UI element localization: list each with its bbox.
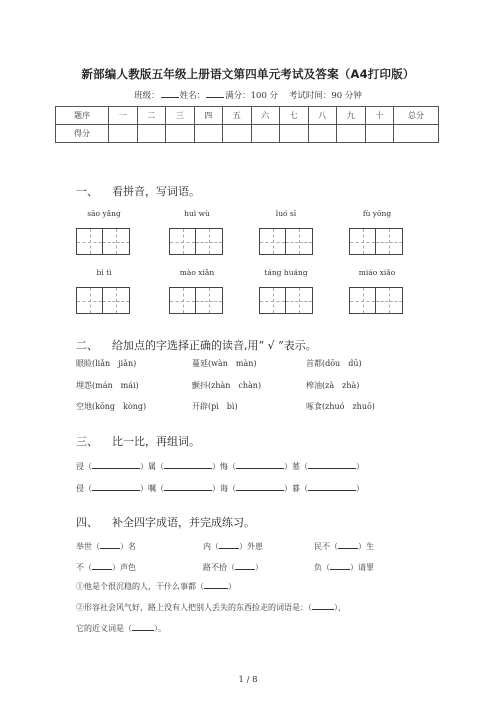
table-cell: 九 xyxy=(337,107,366,125)
pinyin-label: miáo xiǎo xyxy=(358,268,396,277)
answer-blank[interactable] xyxy=(308,460,356,469)
page-number: 1 / 8 xyxy=(238,675,258,685)
idiom-text: ）请罪 xyxy=(350,563,374,572)
compare-char: ）诲（ xyxy=(212,484,236,493)
answer-blank[interactable] xyxy=(132,622,154,631)
section-number: 三、 xyxy=(76,435,98,448)
score-table-header-row xyxy=(56,107,439,125)
compare-row xyxy=(76,482,364,494)
tianzige-cell[interactable] xyxy=(376,228,403,255)
exam-info xyxy=(0,89,496,101)
pinyin-label: mào xiǎn xyxy=(179,268,215,277)
idiom-text: 内（ xyxy=(203,542,219,551)
answer-blank[interactable] xyxy=(164,482,212,491)
compare-char: ）暮（ xyxy=(284,484,308,493)
time-label: 考试时间：90 分钟 xyxy=(288,91,362,101)
section-2-heading xyxy=(76,337,317,353)
tianzige-cell[interactable] xyxy=(196,287,223,314)
idiom-item xyxy=(76,540,136,552)
pronunciation-item[interactable]: 眼睑(liǎn jiǎn) xyxy=(76,359,137,368)
answer-blank[interactable] xyxy=(100,540,120,549)
score-cell[interactable] xyxy=(223,125,252,143)
question-1 xyxy=(76,580,236,592)
score-cell[interactable] xyxy=(109,125,138,143)
idiom-text: ）声色 xyxy=(112,563,136,572)
compare-char: ） xyxy=(356,484,364,493)
compare-char: ）悔（ xyxy=(212,462,236,471)
name-label: 姓名： xyxy=(179,91,206,101)
tianzige-cell[interactable] xyxy=(376,287,403,314)
table-cell: 二 xyxy=(137,107,166,125)
answer-blank[interactable] xyxy=(204,580,228,589)
writing-boxes[interactable] xyxy=(169,228,223,256)
tianzige-cell[interactable] xyxy=(169,287,196,314)
tianzige-cell[interactable] xyxy=(103,287,130,314)
idiom-text: 路不拾（ xyxy=(203,563,235,572)
answer-blank[interactable] xyxy=(236,482,284,491)
table-cell: 三 xyxy=(166,107,195,125)
table-cell: 十 xyxy=(365,107,394,125)
tianzige-cell[interactable] xyxy=(76,287,103,314)
idiom-item xyxy=(76,561,136,573)
pronunciation-item[interactable]: 啄食(zhuó zhuō) xyxy=(306,402,375,411)
idiom-text: ）名 xyxy=(120,542,136,551)
score-table xyxy=(55,106,439,143)
score-table-score-row xyxy=(56,125,439,143)
table-cell: 八 xyxy=(308,107,337,125)
answer-blank[interactable] xyxy=(219,540,239,549)
section-1-heading xyxy=(76,183,200,199)
question-text: ①他是个很沉稳的人，干什么事都（ xyxy=(76,582,204,591)
writing-boxes[interactable] xyxy=(259,287,313,315)
writing-boxes[interactable] xyxy=(349,228,403,256)
writing-boxes[interactable] xyxy=(76,228,130,256)
idiom-text: 不（ xyxy=(76,563,92,572)
table-cell: 七 xyxy=(280,107,309,125)
class-label: 班级： xyxy=(134,91,160,101)
pinyin-label: táng huáng xyxy=(264,268,308,277)
score-cell[interactable] xyxy=(394,125,439,143)
score-cell[interactable] xyxy=(137,125,166,143)
idiom-item xyxy=(203,561,263,573)
answer-blank[interactable] xyxy=(235,561,255,570)
compare-char: 侵（ xyxy=(76,484,92,493)
pronunciation-item[interactable]: 榨油(zà zhà) xyxy=(306,381,360,390)
pronunciation-item[interactable]: 开辟(pì bì) xyxy=(192,402,238,411)
answer-blank[interactable] xyxy=(338,540,358,549)
compare-char: 浸（ xyxy=(76,462,92,471)
idiom-text: 民不（ xyxy=(314,542,338,551)
name-blank xyxy=(206,89,224,98)
pinyin-label: huì wù xyxy=(184,209,210,218)
table-cell: 六 xyxy=(251,107,280,125)
pronunciation-item[interactable]: 首都(dōu dū) xyxy=(306,359,362,368)
section-number: 二、 xyxy=(76,339,98,352)
tianzige-cell[interactable] xyxy=(103,228,130,255)
tianzige-cell[interactable] xyxy=(286,228,313,255)
section-title: 比一比，再组词。 xyxy=(112,435,200,448)
score-cell[interactable] xyxy=(365,125,394,143)
page-title: 新部编人教版五年级上册语文第四单元考试及答案（A4打印版） xyxy=(81,67,415,81)
idiom-text: ）外患 xyxy=(239,542,263,551)
answer-blank[interactable] xyxy=(92,561,112,570)
section-title: 补全四字成语，并完成练习。 xyxy=(112,516,255,529)
writing-boxes[interactable] xyxy=(259,228,313,256)
table-cell: 得分 xyxy=(56,125,109,143)
table-cell: 四 xyxy=(194,107,223,125)
tianzige-cell[interactable] xyxy=(286,287,313,314)
tianzige-cell[interactable] xyxy=(169,228,196,255)
tianzige-cell[interactable] xyxy=(259,228,286,255)
tianzige-cell[interactable] xyxy=(196,228,223,255)
pronunciation-item[interactable]: 蔓延(wàn màn) xyxy=(192,359,257,368)
pinyin-label: bì tì xyxy=(96,268,112,277)
idiom-item xyxy=(314,561,374,573)
answer-blank[interactable] xyxy=(312,601,334,610)
question-text: ） xyxy=(228,582,236,591)
tianzige-cell[interactable] xyxy=(76,228,103,255)
score-cell[interactable] xyxy=(166,125,195,143)
writing-boxes[interactable] xyxy=(349,287,403,315)
pronunciation-item[interactable]: 空地(kōng kòng) xyxy=(76,402,147,411)
compare-char: ）属（ xyxy=(140,462,164,471)
pronunciation-item[interactable]: 埋怨(mán mái) xyxy=(76,381,139,390)
answer-blank[interactable] xyxy=(330,561,350,570)
compare-char: ）嘱（ xyxy=(140,484,164,493)
question-2 xyxy=(76,601,346,613)
score-cell[interactable] xyxy=(194,125,223,143)
score-cell[interactable] xyxy=(280,125,309,143)
score-cell[interactable] xyxy=(251,125,280,143)
compare-char: ） xyxy=(356,462,364,471)
idiom-text: 举世（ xyxy=(76,542,100,551)
answer-blank[interactable] xyxy=(92,460,140,469)
score-label: 满分：100 分 xyxy=(225,91,279,101)
idiom-text: ）生 xyxy=(358,542,374,551)
tianzige-cell[interactable] xyxy=(349,287,376,314)
pinyin-label: luó sī xyxy=(275,209,297,218)
tianzige-cell[interactable] xyxy=(259,287,286,314)
table-cell: 一 xyxy=(109,107,138,125)
question-text: 它的近义词是（ xyxy=(76,624,132,633)
answer-blank[interactable] xyxy=(236,460,284,469)
table-cell: 题序 xyxy=(56,107,109,125)
writing-boxes[interactable] xyxy=(169,287,223,315)
question-text: ②形容社会风气好，路上没有人把别人丢失的东西捡走的词语是：（ xyxy=(76,603,312,612)
section-3-heading xyxy=(76,433,200,449)
answer-blank[interactable] xyxy=(308,482,356,491)
answer-blank[interactable] xyxy=(92,482,140,491)
question-text: ）。 xyxy=(154,624,166,633)
table-cell: 总分 xyxy=(394,107,439,125)
compare-row xyxy=(76,460,364,472)
section-number: 一、 xyxy=(76,185,98,198)
section-4-heading xyxy=(76,514,255,530)
tianzige-cell[interactable] xyxy=(349,228,376,255)
writing-boxes[interactable] xyxy=(76,287,130,315)
idiom-text: ） xyxy=(255,563,263,572)
score-cell[interactable] xyxy=(308,125,337,143)
section-title: 给加点的字选择正确的读音,用“ √ ”表示。 xyxy=(112,339,317,352)
pinyin-label: fù yōng xyxy=(362,209,392,218)
question-text: ）， xyxy=(334,603,346,612)
compare-char: ）墓（ xyxy=(284,462,308,471)
class-blank xyxy=(161,89,179,98)
pinyin-label: sāo yǎng xyxy=(87,209,121,218)
answer-blank[interactable] xyxy=(164,460,212,469)
score-cell[interactable] xyxy=(337,125,366,143)
idiom-item xyxy=(314,540,374,552)
pronunciation-item[interactable]: 颤抖(zhàn chàn) xyxy=(192,381,262,390)
table-cell: 五 xyxy=(223,107,252,125)
idiom-text: 负（ xyxy=(314,563,330,572)
section-title: 看拼音，写词语。 xyxy=(112,185,200,198)
section-number: 四、 xyxy=(76,516,98,529)
idiom-item xyxy=(203,540,263,552)
question-3 xyxy=(76,622,166,634)
